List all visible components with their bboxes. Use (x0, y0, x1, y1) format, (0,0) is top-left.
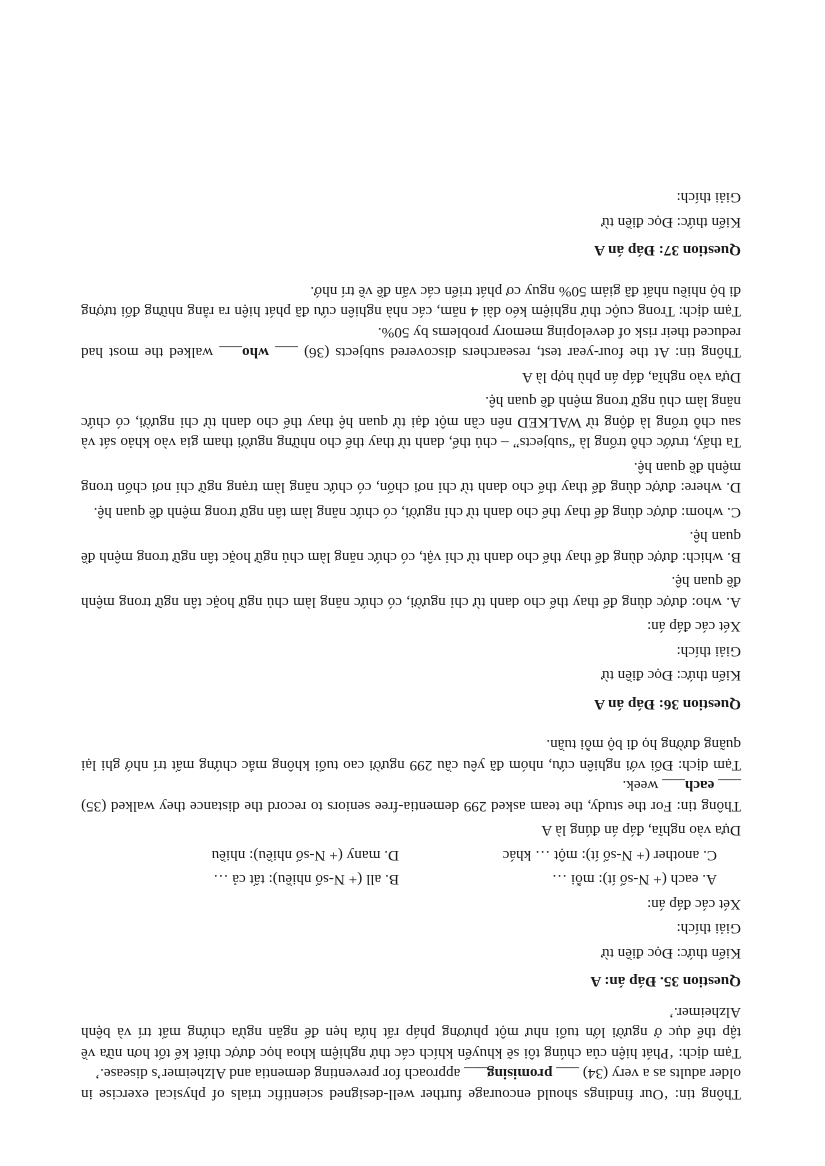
q36-option-d: D. where: được dùng để thay thế cho danh từ chỉ nơi chốn, có chức năng làm trạng ngữ chỉ nơi chốn trong mệnh đề quan hệ. (81, 459, 741, 497)
q36-heading: Question 36: Đáp án A (594, 696, 741, 713)
answer-explanations (81, 187, 741, 1104)
q35-explain-label: Giải thích: (676, 920, 741, 938)
q35-option-d: D. many (+ N-số nhiều): nhiều (211, 847, 399, 864)
q35-option-a: A. each (+ N-số ít): mỗi … (551, 871, 717, 889)
q35-consider-label: Xét các đáp án: (646, 896, 741, 913)
q35-translation: Tạm dịch: Đối với nghiên cứu, nhóm đã yêu cầu 299 người cao tuổi không mắc chứng mất trí nhớ ghi lại quãng đường họ đi bộ mỗi tuần. (81, 736, 741, 774)
q35-heading: Question 35. Đáp án: A (590, 973, 741, 991)
q36-reasoning: Ta thấy, trước chỗ trống là “subjects” – chủ thể, danh từ thay thế cho những người tham gia vào khảo sát và sau chỗ trống là động từ WALKED nên cần một đại từ quan hệ thay thế cho danh từ chỉ người, có chức năng làm chủ ngữ trong mệnh đề quan hệ. (81, 393, 741, 452)
q36-knowledge: Kiến thức: Đọc điền từ (601, 667, 741, 685)
q36-consider-label: Xét các đáp án: (646, 618, 741, 636)
q36-translation: Tạm dịch: Trong cuộc thử nghiệm kéo dài 4 năm, các nhà nghiên cứu đã phát hiện ra rằng những đối tượng đi bộ nhiều nhất đã giảm 50% nguy cơ phát triển các vấn đề về trí nhớ. (81, 283, 741, 321)
q36-option-a: A. who: được dùng để thay thế cho danh từ chỉ người, có chức năng làm chủ ngữ hoặc tân ngữ trong mệnh đề quan hệ. (81, 573, 741, 611)
q35-info: Thông tin: For the study, the team asked 299 dementia-free seniors to record the distance they walked (35) ___ each___ week. (81, 777, 741, 815)
q35-options-row-2 (81, 845, 741, 866)
q36-info: Thông tin: At the four-year test, researchers discovered subjects (36) ___ who___ walked the most had reduced their risk of developing memory problems by 50%. (81, 324, 741, 362)
q36-conclusion: Dựa vào nghĩa, đáp án phù hợp là A (521, 369, 741, 386)
q35-options-row-1 (81, 869, 741, 890)
q36-option-c: C. whom: được dùng để thay thế cho danh từ chỉ người, có chức năng làm tân ngữ trong mệnh đề quan hệ. (93, 504, 741, 521)
q36-explain-label: Giải thích: (676, 643, 741, 660)
q36-option-b: B. which: được dùng để thay thế cho danh từ chỉ vật, có chức năng làm chủ ngữ hoặc tân ngữ trong mệnh đề quan hệ. (81, 528, 741, 566)
q35-knowledge: Kiến thức: Đọc điền từ (601, 945, 741, 962)
q34-info: Thông tin: ‘Our findings should encourage further well-designed scientific trials of physical exercise in older adults as a very (34) ___ promising___ approach for preventing dementia and Alzheimer’s disease.’ (81, 1065, 741, 1103)
q37-explain-label: Giải thích: (676, 189, 741, 207)
q35-option-b: B. all (+ N-số nhiều): tất cả … (213, 871, 399, 889)
q35-conclusion: Dựa vào nghĩa, đáp án đúng là A (541, 822, 741, 840)
q34-translation: Tạm dịch: ‘Phát hiện của chúng tôi sẽ khuyến khích các thử nghiệm khoa học được thiết kế tốt hơn nữa về tập thể dục ở người lớn tuổi như một phương pháp rất hứa hẹn để ngăn ngừa chứng mất trí và bệnh Alzheimer.’ (81, 1004, 741, 1062)
q35-option-c: C. another (+ N-số ít): một … khác (502, 847, 717, 864)
q37-knowledge: Kiến thức: Đọc điền từ (601, 214, 741, 231)
q37-heading: Question 37: Đáp án A (594, 242, 741, 260)
